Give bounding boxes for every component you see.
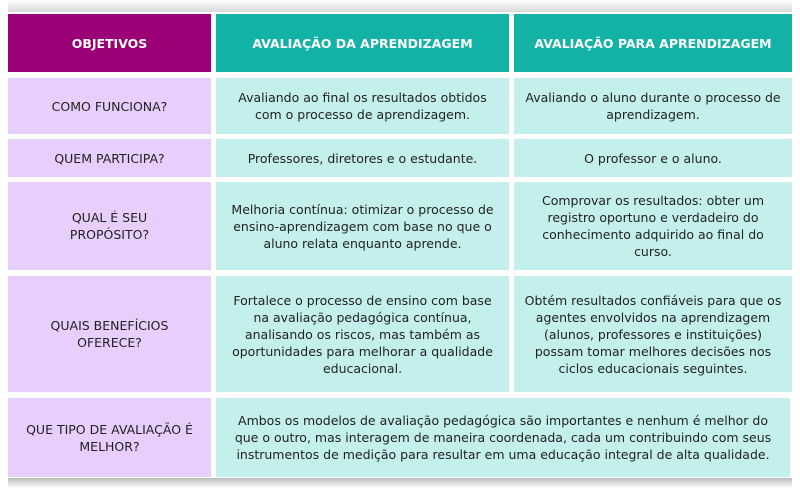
row-label: QUE TIPO DE AVALIAÇÃO É MELHOR? [8,398,211,477]
header-avaliacao-para: AVALIAÇÃO PARA APRENDIZAGEM [514,14,792,72]
cell-para: O professor e o aluno. [514,139,792,177]
table-shadow [8,0,792,12]
cell-da: Professores, diretores e o estudante. [216,139,509,177]
cell-para: Avaliando o aluno durante o processo de aprendizagem. [514,78,792,134]
cell-da: Fortalece o processo de ensino com base na avaliação pedagógica contínua, analisando os riscos, mas também as oportunidades para melhorar a qualidade educacional. [216,276,509,392]
cell-da: Avaliando ao final os resultados obtidos com o processo de aprendizagem. [216,78,509,134]
row-label: COMO FUNCIONA? [8,78,211,134]
row-label: QUAIS BENEFÍCIOS OFERECE? [8,276,211,392]
cell-da: Melhoria contínua: otimizar o processo de ensino-aprendizagem com base no que o aluno relata enquanto aprende. [216,182,509,270]
row-label: QUEM PARTICIPA? [8,139,211,177]
table-shadow [8,478,792,488]
header-objetivos: OBJETIVOS [8,14,211,72]
row-label: QUAL É SEU PROPÓSITO? [8,182,211,270]
cell-para: Obtém resultados confiáveis para que os agentes envolvidos na aprendizagem (alunos, professores e instituições) possam tomar melhores decisões nos ciclos educacionais seguintes. [514,276,792,392]
header-avaliacao-da: AVALIAÇÃO DA APRENDIZAGEM [216,14,509,72]
cell-para: Comprovar os resultados: obter um registro oportuno e verdadeiro do conhecimento adquirido ao final do curso. [514,182,792,270]
cell-both: Ambos os modelos de avaliação pedagógica são importantes e nenhum é melhor do que o outro, mas interagem de maneira coordenada, cada um contribuindo com seus instrumentos de medição para resultar em uma educação integral de alta qualidade. [216,398,790,477]
